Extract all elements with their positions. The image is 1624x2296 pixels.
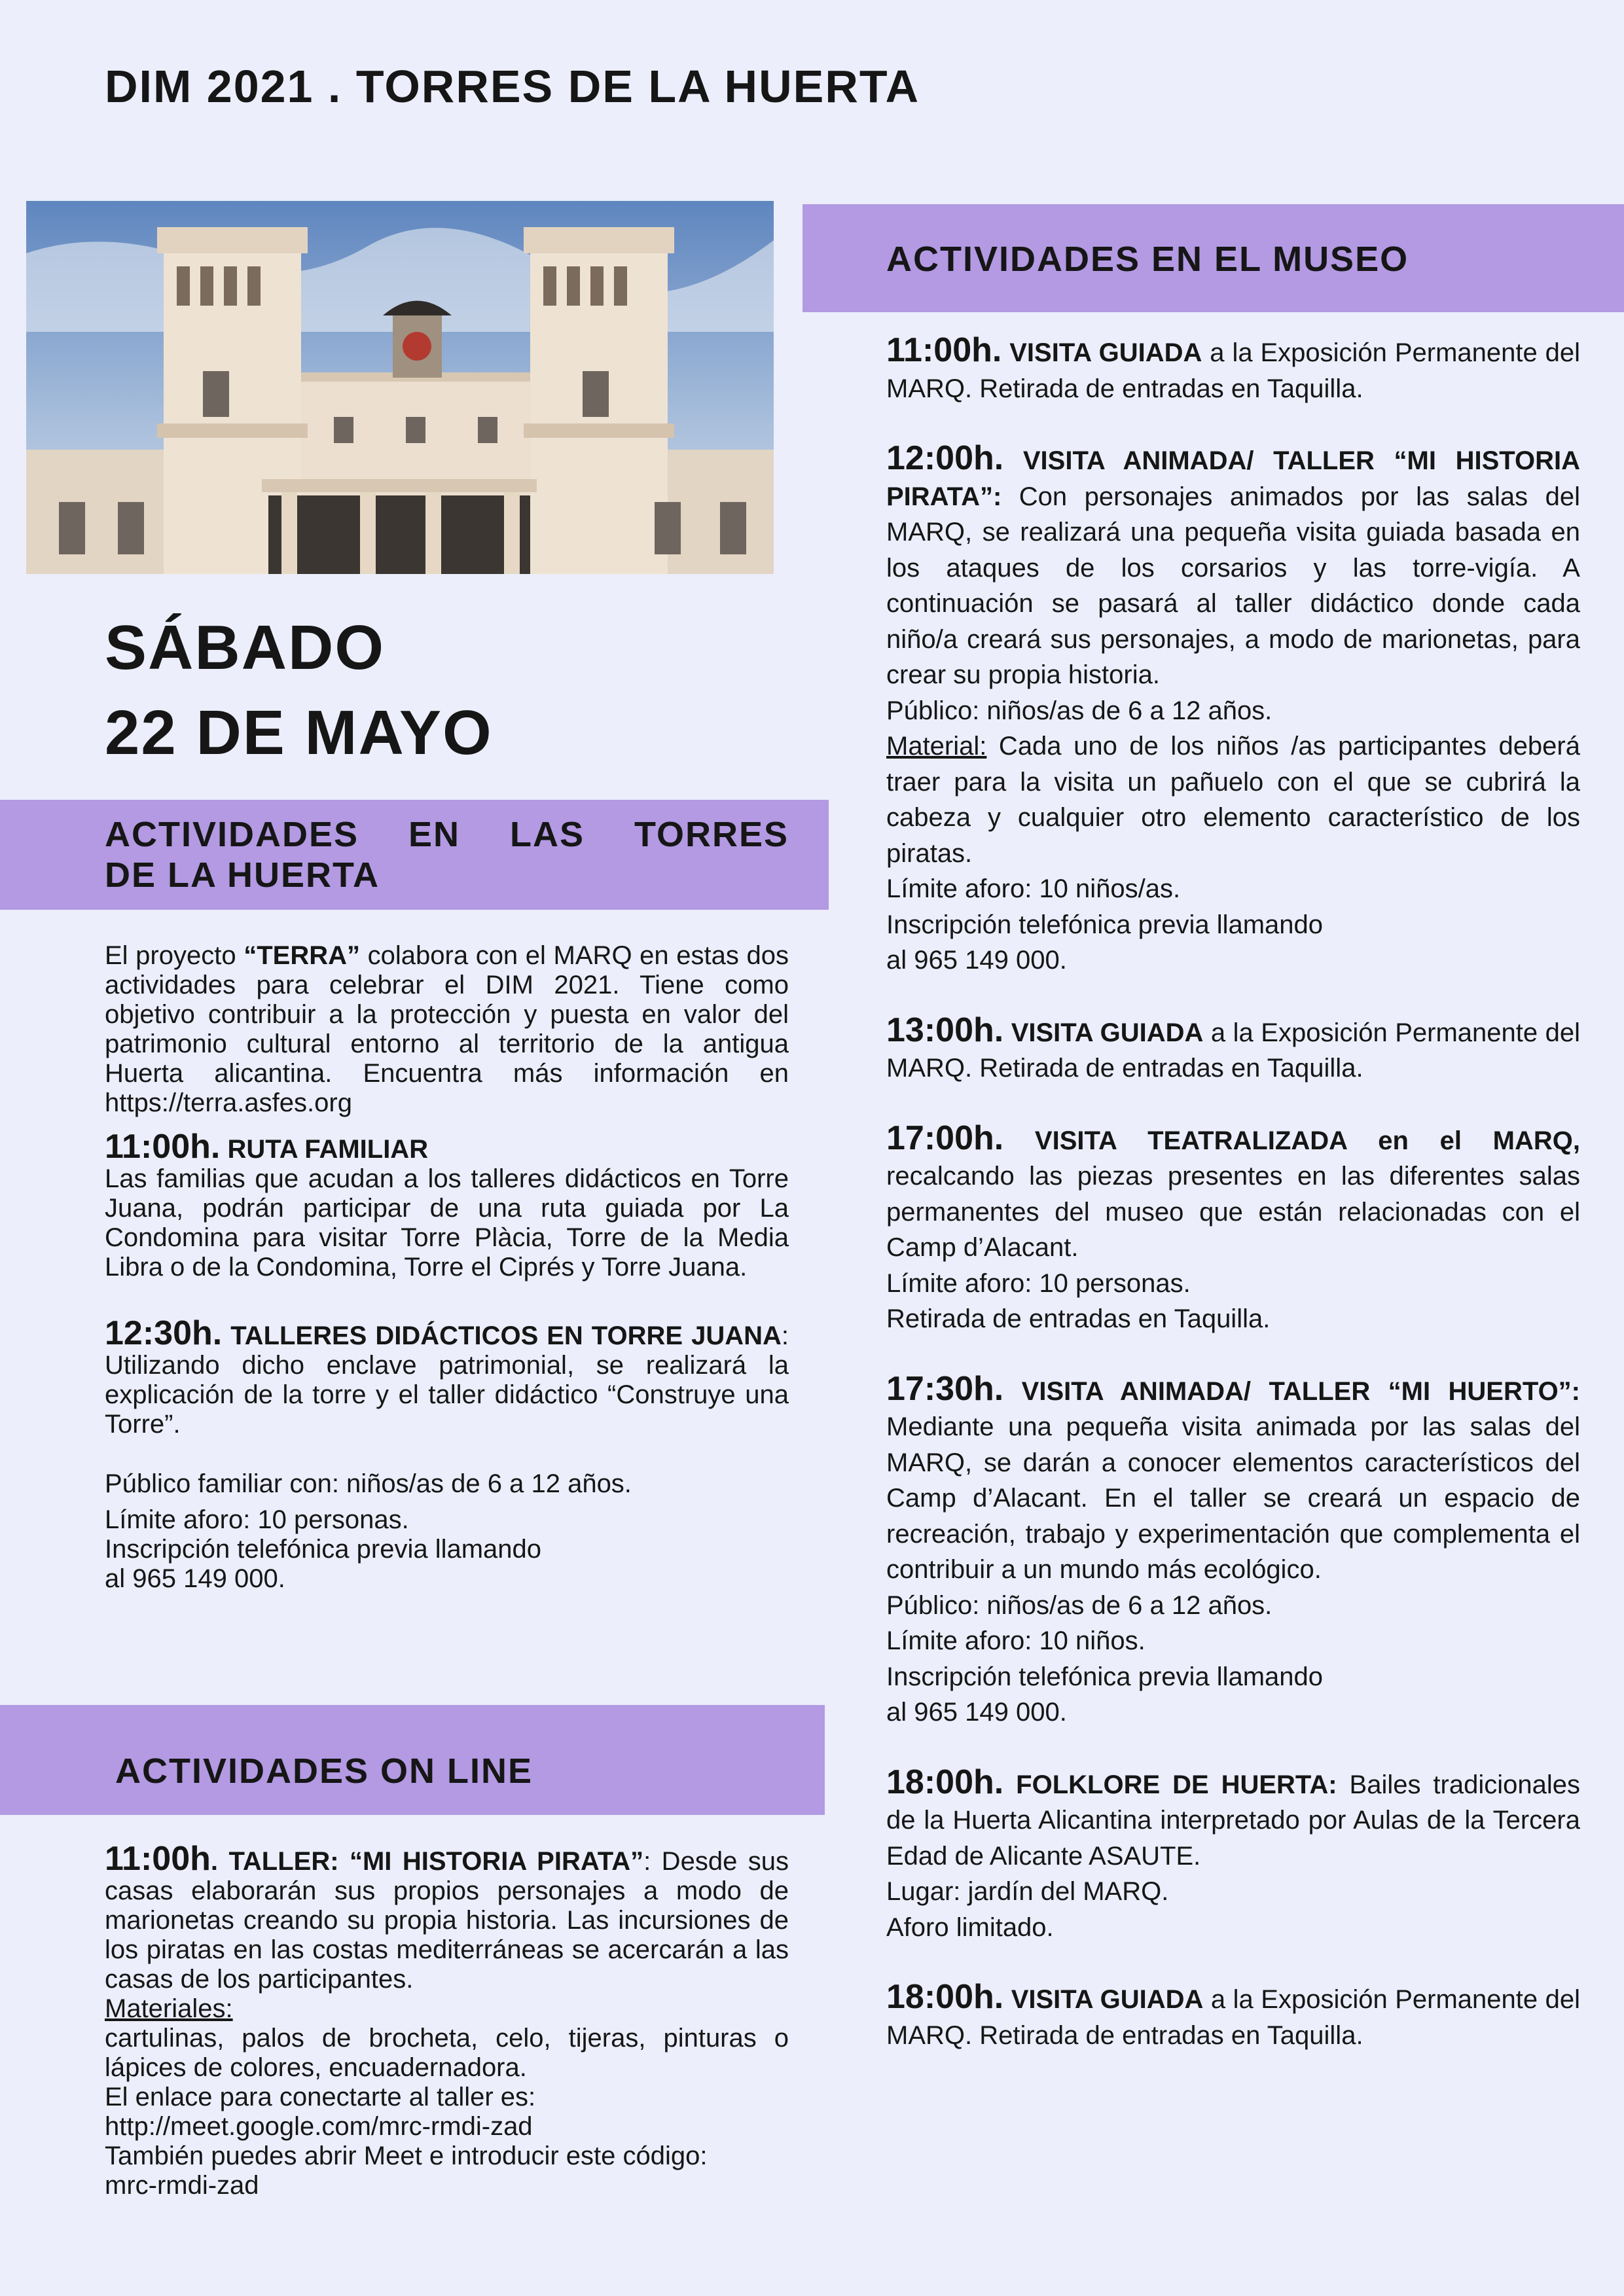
museo-activity-1800-folklore: 18:00h. FOLKLORE DE HUERTA: Bailes tradicionales de la Huerta Alicantina interpretado por Aulas de la Tercera Edad de Alicante ASAUTE. (886, 1763, 1580, 1871)
museo-activity-1800-visita: 18:00h. VISITA GUIADA a la Exposición Permanente del MARQ. Retirada de entradas en Taquilla. (886, 1978, 1581, 2050)
museo-1700-aforo: Límite aforo: 10 personas. (886, 1268, 1191, 1298)
museo-1730-aforo: Límite aforo: 10 niños. (886, 1626, 1146, 1655)
online-code-label: También puedes abrir Meet e introducir este código: (105, 2142, 708, 2170)
online-link-label: El enlace para conectarte al taller es: (105, 2083, 536, 2111)
torres-publico: Público familiar con: niños/as de 6 a 12 años. (105, 1469, 632, 1498)
museo-1800-aforo: Aforo limitado. (886, 1912, 1054, 1942)
online-materials: cartulinas, palos de brocheta, celo, tijeras, pinturas o lápices de colores, encuadernadora. (105, 2024, 789, 2082)
museo-activity-1730: 17:30h. VISITA ANIMADA/ TALLER “MI HUERTO”: Mediante una pequeña visita animada por las salas del MARQ, se darán a conocer elementos característicos del Camp d’Alacant. En el taller se creará un espacio de recreación, trabajo y experimentación que complementa el contribuir a un mundo más ecológico. (886, 1369, 1580, 1584)
section-header-museo (803, 204, 1624, 312)
museo-activity-1700: 17:00h. VISITA TEATRALIZADA en el MARQ, recalcando las piezas presentes en las diferentes salas permanentes del museo que están relacionadas con el Camp d’Alacant. (886, 1119, 1580, 1262)
online-meet-link[interactable]: http://meet.google.com/mrc-rmdi-zad (105, 2112, 533, 2141)
event-day: SÁBADO (105, 613, 386, 683)
section-title-museo: ACTIVIDADES EN EL MUSEO (886, 240, 1409, 279)
museum-photo (26, 201, 774, 574)
torres-activity-talleres: 12:30h. TALLERES DIDÁCTICOS EN TORRE JUANA: Utilizando dicho enclave patrimonial, se realizará la explicación de la torre y el taller didáctico “Construye una Torre”. (105, 1314, 789, 1439)
museo-1200-telefono: al 965 149 000. (886, 946, 1067, 975)
torres-activity-ruta: 11:00h. RUTA FAMILIAR Las familias que acudan a los talleres didácticos en Torre Juana, podrán participar de una ruta guiada por La Condomina para visitar Torre Plàcia, Torre de la Media Libra o de la Condomina, Torre el Ciprés y Torre Juana. (105, 1128, 789, 1282)
museo-content (886, 332, 1580, 2053)
online-meet-code: mrc-rmdi-zad (105, 2171, 259, 2200)
torres-aforo: Límite aforo: 10 personas. (105, 1505, 409, 1534)
museo-1730-publico: Público: niños/as de 6 a 12 años. (886, 1590, 1272, 1620)
torres-telefono: al 965 149 000. (105, 1564, 285, 1593)
museo-1730-telefono: al 965 149 000. (886, 1698, 1067, 1727)
section-title-online: ACTIVIDADES ON LINE (115, 1751, 533, 1791)
museo-1730-inscripcion: Inscripción telefónica previa llamando (886, 1662, 1324, 1691)
museo-activity-1300: 13:00h. VISITA GUIADA a la Exposición Permanente del MARQ. Retirada de entradas en Taquilla. (886, 1011, 1581, 1083)
museo-activity-1100: 11:00h. VISITA GUIADA a la Exposición Permanente del MARQ. Retirada de entradas en Taquilla. (886, 331, 1581, 403)
museo-1800-lugar: Lugar: jardín del MARQ. (886, 1877, 1169, 1906)
museo-1200-publico: Público: niños/as de 6 a 12 años. (886, 696, 1272, 725)
page-title: DIM 2021 . TORRES DE LA HUERTA (105, 61, 920, 112)
torres-content (105, 941, 789, 1594)
section-header-torres (0, 800, 829, 910)
museo-1200-material: Material: Cada uno de los niños /as participantes deberá traer para la visita un pañuelo con el que se cubrirá la cabeza y cualquier otro elemento característico de los piratas. (886, 732, 1580, 868)
museo-activity-1200: 12:00h. VISITA ANIMADA/ TALLER “MI HISTORIA PIRATA”: Con personajes animados por las salas del MARQ, se realizará una pequeña visita guiada basada en los ataques de los corsarios y las torre-vigía. A continuación se pasará al taller didáctico donde cada niño/a creará sus personajes, a modo de marionetas, para crear su propia historia. (886, 439, 1580, 689)
museo-1200-aforo: Límite aforo: 10 niños/as. (886, 874, 1181, 903)
museo-1700-retirada: Retirada de entradas en Taquilla. (886, 1304, 1271, 1333)
torres-inscripcion: Inscripción telefónica previa llamando (105, 1535, 542, 1564)
section-header-online (0, 1705, 825, 1815)
event-date (105, 605, 493, 776)
online-content (105, 1840, 789, 2200)
online-materials-label: Materiales: (105, 1994, 233, 2023)
section-title-torres: ACTIVIDADES EN LAS TORRES DE LA HUERTA (105, 815, 789, 895)
online-activity: 11:00h. TALLER: “MI HISTORIA PIRATA”: Desde sus casas elaborarán sus propios personajes a modo de marionetas creando su propia historia. Las incursiones de los piratas en las costas mediterráneas se acercarán a las casas de los participantes. (105, 1840, 789, 1994)
museum-building-image (26, 201, 774, 574)
event-date-text: 22 DE MAYO (105, 698, 493, 768)
torres-intro: El proyecto “TERRA” colabora con el MARQ en estas dos actividades para celebrar el DIM 2021. Tiene como objetivo contribuir a la protección y puesta en valor del patrimonio cultural entorno al territorio de la antigua Huerta alicantina. Encuentra más información en https://terra.asfes.org (105, 941, 789, 1117)
museo-1200-inscripcion: Inscripción telefónica previa llamando (886, 910, 1324, 939)
